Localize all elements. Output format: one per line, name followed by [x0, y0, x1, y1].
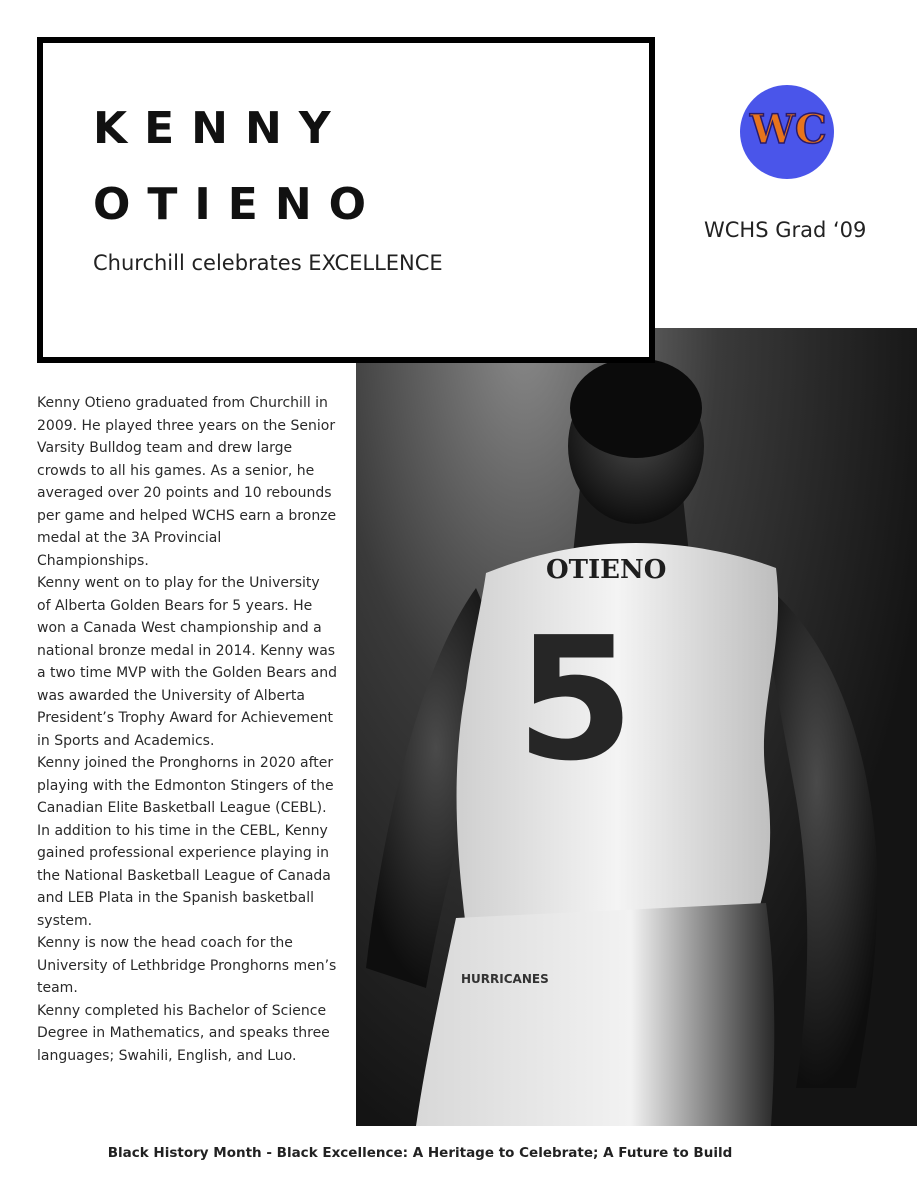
first-name: KENNY — [93, 103, 348, 154]
bio-paragraph: Kenny Otieno graduated from Churchill in 2009. He played three years on the Senior Varsity Bulldog team and drew large crowds to all his games. As a senior, he averaged over 20 points and 10 rebounds per game and helped WCHS earn a bronze medal at the 3A Provincial Championships. — [37, 395, 337, 569]
bio-paragraph: Kenny completed his Bachelor of Science Degree in Mathematics, and speaks three languages; Swahili, English, and Luo. — [37, 1002, 330, 1064]
bio-text — [37, 392, 337, 1067]
bio-paragraph: Kenny went on to play for the University of Alberta Golden Bears for 5 years. He won a Canada West championship and a national bronze medal in 2014. Kenny was a two time MVP with the Golden Bears and was awarded the University of Alberta President’s Trophy Award for Achievement in Sports and Academics. — [37, 575, 337, 749]
bio-paragraph: Kenny joined the Pronghorns in 2020 after playing with the Edmonton Stingers of the Canadian Elite Basketball League (CEBL). In addition to his time in the CEBL, Kenny gained professional experience playing in the National Basketball League of Canada and LEB Plata in the Spanish basketball system. — [37, 755, 334, 929]
player-illustration — [356, 328, 917, 1126]
last-name: OTIENO — [93, 179, 384, 230]
logo-letters: WC — [750, 106, 827, 153]
bio-paragraph: Kenny is now the head coach for the University of Lethbridge Pronghorns men’s team. — [37, 935, 337, 996]
title-box — [37, 37, 655, 363]
jersey-number-text: 5 — [516, 601, 635, 799]
jersey-name-text: OTIENO — [546, 555, 667, 585]
player-photo — [356, 328, 917, 1126]
grad-label: WCHS Grad ‘09 — [704, 218, 867, 242]
school-logo — [740, 85, 834, 179]
shorts-logo-text: HURRICANES — [461, 972, 549, 986]
wc-logo-icon — [740, 85, 834, 179]
tagline: Churchill celebrates EXCELLENCE — [93, 251, 443, 275]
footer-banner: Black History Month - Black Excellence: A Heritage to Celebrate; A Future to Build — [107, 1145, 733, 1161]
